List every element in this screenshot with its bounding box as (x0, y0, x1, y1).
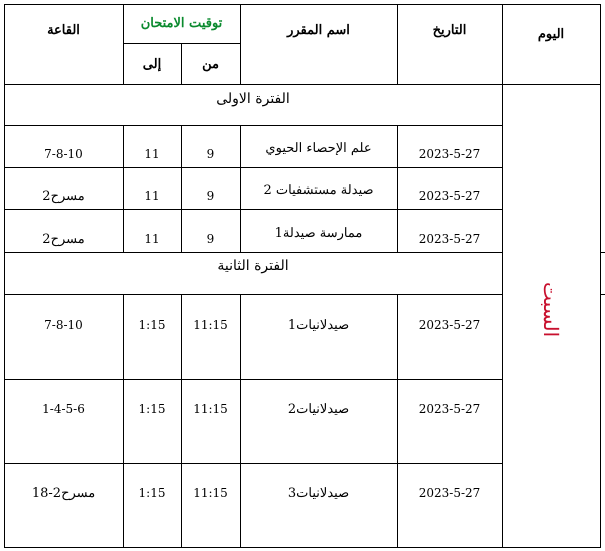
period-heading-1: الفترة الاولى (216, 91, 290, 107)
table-row-hall: 7-8-10 (44, 147, 83, 161)
table-row-date: 2023-5-27 (418, 402, 481, 416)
table-row-from: 9 (206, 147, 215, 161)
table-row-hall: 1-4-5-6 (42, 402, 85, 416)
table-row-course: صيدلانيات2 (287, 401, 350, 417)
table-row-course: صيدلانيات1 (287, 317, 350, 333)
header-to: إلى (142, 56, 162, 72)
table-row-to: 1:15 (138, 486, 166, 500)
table-row-to: 11 (144, 232, 160, 246)
table-row-from: 11:15 (193, 486, 228, 500)
table-row-from: 11:15 (193, 318, 228, 332)
period2-bottom (4, 294, 502, 295)
table-row-to: 1:15 (138, 402, 166, 416)
header-exam-time: توقيت الامتحان (140, 16, 223, 31)
header-date: التاريخ (432, 22, 467, 38)
table-row-from: 9 (206, 232, 215, 246)
table-row-course: صيدلة مستشفيات 2 (263, 182, 374, 198)
table-row-date: 2023-5-27 (418, 486, 481, 500)
table-row-to: 1:15 (138, 318, 166, 332)
table-row-course: صيدلانيات3 (287, 485, 350, 501)
table-row-hall: مسرح2 (42, 231, 85, 247)
table-row-from: 9 (206, 189, 215, 203)
row4-bottom (4, 379, 502, 380)
table-row-date: 2023-5-27 (418, 318, 481, 332)
table-row-course: ممارسة صيدلة1 (274, 225, 363, 241)
table-row-date: 2023-5-27 (418, 147, 481, 161)
row5-bottom (4, 463, 502, 464)
table-row-from: 11:15 (193, 402, 228, 416)
table-row-hall: 7-8-10 (44, 318, 83, 332)
period1-bottom (4, 125, 502, 126)
day-value: السبت (539, 282, 563, 338)
table-row-to: 11 (144, 147, 160, 161)
border-bottom (4, 547, 600, 548)
period-heading-2: الفترة الثانية (217, 258, 289, 274)
header-from: من (202, 56, 219, 72)
table-row-date: 2023-5-27 (418, 232, 481, 246)
header-course: اسم المقرر (287, 22, 350, 38)
table-row-course: علم الإحصاء الحيوي (265, 140, 372, 156)
header-day: اليوم (537, 26, 565, 42)
table-row-date: 2023-5-27 (418, 189, 481, 203)
border-right (600, 4, 601, 548)
day-cell-divider (502, 84, 600, 85)
table-row-to: 11 (144, 189, 160, 203)
header-hall: القاعة (47, 22, 80, 38)
table-row-hall: مسرح2-18 (31, 485, 96, 501)
table-row-hall: مسرح2 (42, 188, 85, 204)
